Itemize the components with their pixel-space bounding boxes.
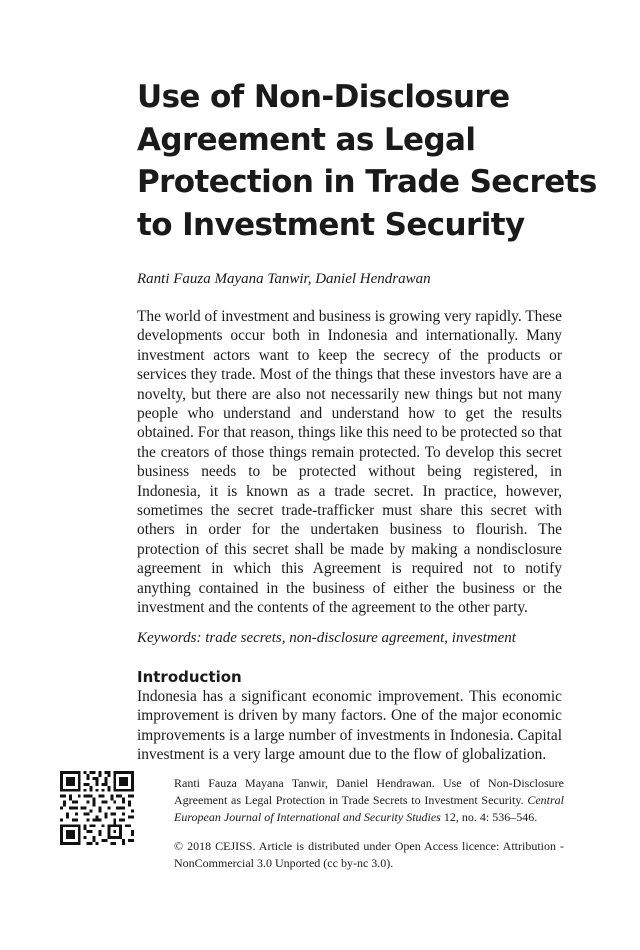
title-line: Use of Non-Disclosure — [137, 79, 510, 115]
title-line: to Investment Security — [137, 206, 525, 243]
qr-code-icon — [60, 771, 134, 845]
introduction-paragraph: Indonesia has a significant economic improvement. This economic improvement is driven by many factors. One of the major economic improvements is a large number of investments in Indonesia. Capital investment is a very large amount due to the flow of globalization. — [137, 688, 562, 764]
title-line: Protection in Trade Secrets — [137, 164, 597, 200]
section-heading-introduction: Introduction — [137, 668, 242, 686]
author-list: Ranti Fauza Mayana Tanwir, Daniel Hendrawan — [137, 271, 431, 287]
license-note: © 2018 CEJISS. Article is distributed under Open Access licence: Attribution - NonCommercial 3.0 Unported (cc by-nc 3.0). — [174, 839, 564, 870]
abstract-paragraph: The world of investment and business is growing very rapidly. These developments occur both in Indonesia and internationally. Many investment actors want to keep the secrecy of the products or services they trade. Most of the things that these investors have are a novelty, but there are also not necessarily new things but not many people who understand and understand how to get the results obtained. For that reason, things like this need to be protected so that the creators of those things remain protected. To develop this secret business needs to be protected without being registered, in Indonesia, it is known as a trade secret. In practice, however, sometimes the secret trade-trafficker must share this secret with others in order for the undertaken business to flourish. The protection of this secret shall be made by making a nondisclosure agreement in which this Agreement is required not to notify anything contained in the business of either the business or the investment and the contents of the agreement to the other party. — [137, 308, 562, 617]
keywords: Keywords: trade secrets, non-disclosure agreement, investment — [137, 630, 516, 646]
article-title — [137, 76, 597, 246]
citation-journal: Central European Journal of International and Security Studies — [174, 792, 564, 824]
citation-issue: 12, no. 4: 536–546. — [443, 809, 538, 824]
citation-authors-title: Ranti Fauza Mayana Tanwir, Daniel Hendrawan. Use of Non-Disclosure Agreement as Legal Protection in Trade Secrets to Investment Security. — [174, 776, 564, 807]
title-line: Agreement as Legal — [137, 121, 476, 158]
citation-note — [174, 775, 564, 825]
